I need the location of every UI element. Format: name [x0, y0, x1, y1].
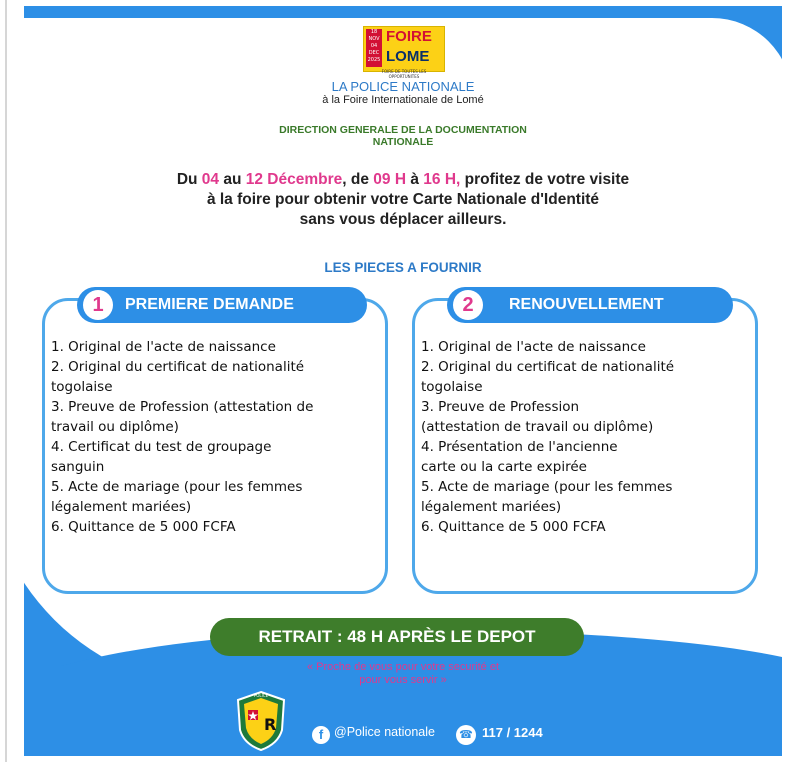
intro-line-1: Du 04 au 12 Décembre, de 09 H à 16 H, profitez de votre visite	[176, 171, 630, 188]
slogan-line-1: « Proche de vous pour votre securité et	[307, 661, 499, 673]
poster	[24, 6, 782, 756]
list-item: 5. Acte de mariage (pour les femmes	[51, 479, 303, 495]
list-item: légalement mariées)	[51, 499, 192, 515]
logo-date-3: 2025	[367, 57, 381, 63]
renouvellement-list	[421, 337, 751, 537]
logo-tagline: FOIRE DE TOUTES LES OPPORTUNITES	[381, 69, 427, 79]
foire-subtitle: à la Foire Internationale de Lomé	[322, 94, 484, 106]
slogan-line-2: pour vous servir »	[359, 674, 447, 686]
date-start: 04	[201, 171, 220, 188]
renouvellement-title: RENOUVELLEMENT	[509, 296, 664, 313]
slogan	[24, 661, 782, 687]
date-end: 12 Décembre	[245, 171, 343, 188]
list-item: 5. Acte de mariage (pour les femmes	[421, 479, 673, 495]
time-start: 09 H	[373, 171, 407, 188]
list-item: travail ou diplôme)	[51, 419, 179, 435]
police-title: LA POLICE NATIONALE	[331, 79, 475, 94]
list-item: 6. Quittance de 5 000 FCFA	[421, 519, 606, 535]
premiere-number-badge: 1	[83, 290, 113, 320]
premiere-demande-box	[42, 294, 388, 594]
pieces-title: LES PIECES A FOURNIR	[324, 260, 482, 275]
direction-line-1: DIRECTION GENERALE DE LA DOCUMENTATION	[279, 124, 527, 136]
premiere-demande-header	[77, 287, 367, 323]
logo-foire: FOIRE	[386, 28, 432, 45]
direction-line-2: NATIONALE	[372, 136, 434, 148]
list-item: 4. Présentation de l'ancienne	[421, 439, 618, 455]
svg-text:POLICE: POLICE	[253, 693, 269, 698]
direction-heading	[24, 124, 782, 148]
facebook-handle[interactable]: @Police nationale	[334, 725, 435, 739]
list-item: 2. Original du certificat de nationalité	[421, 359, 675, 375]
list-item: togolaise	[51, 379, 113, 395]
renouvellement-number-badge: 2	[453, 290, 483, 320]
premiere-demande-title: PREMIERE DEMANDE	[125, 296, 294, 313]
list-item: 4. Certificat du test de groupage	[51, 439, 272, 455]
list-item: (attestation de travail ou diplôme)	[421, 419, 654, 435]
renouvellement-box	[412, 294, 758, 594]
renouvellement-header	[447, 287, 733, 323]
time-end: 16 H,	[423, 171, 461, 188]
list-item: carte ou la carte expirée	[421, 459, 587, 475]
list-item: 2. Original du certificat de nationalité	[51, 359, 305, 375]
phone-icon: ☎	[456, 725, 476, 745]
list-item: 1. Original de l'acte de naissance	[421, 339, 646, 355]
facebook-icon[interactable]: f	[312, 726, 330, 744]
list-item: 1. Original de l'acte de naissance	[51, 339, 276, 355]
premiere-demande-list	[51, 337, 381, 537]
list-item: togolaise	[421, 379, 483, 395]
logo-date-block	[366, 29, 382, 67]
intro-paragraph	[24, 170, 782, 230]
list-item: 3. Preuve de Profession	[421, 399, 580, 415]
foire-lome-logo	[363, 26, 445, 79]
list-item: sanguin	[51, 459, 105, 475]
retrait-banner: RETRAIT : 48 H APRÈS LE DEPOT	[210, 618, 584, 656]
police-badge-icon	[234, 690, 288, 752]
logo-date-1: 18 NOV	[368, 29, 380, 42]
logo-date-2: 04 DEC	[368, 43, 380, 56]
list-item: 3. Preuve de Profession (attestation de	[51, 399, 314, 415]
intro-line-2: à la foire pour obtenir votre Carte Nationale d'Identité	[206, 191, 600, 208]
logo-lome: LOME	[386, 48, 430, 65]
intro-line-3: sans vous déplacer ailleurs.	[299, 211, 507, 228]
phone-numbers: 117 / 1244	[482, 725, 543, 740]
list-item: légalement mariées)	[421, 499, 562, 515]
left-border	[5, 0, 7, 762]
list-item: 6. Quittance de 5 000 FCFA	[51, 519, 236, 535]
svg-text:R: R	[264, 715, 277, 734]
